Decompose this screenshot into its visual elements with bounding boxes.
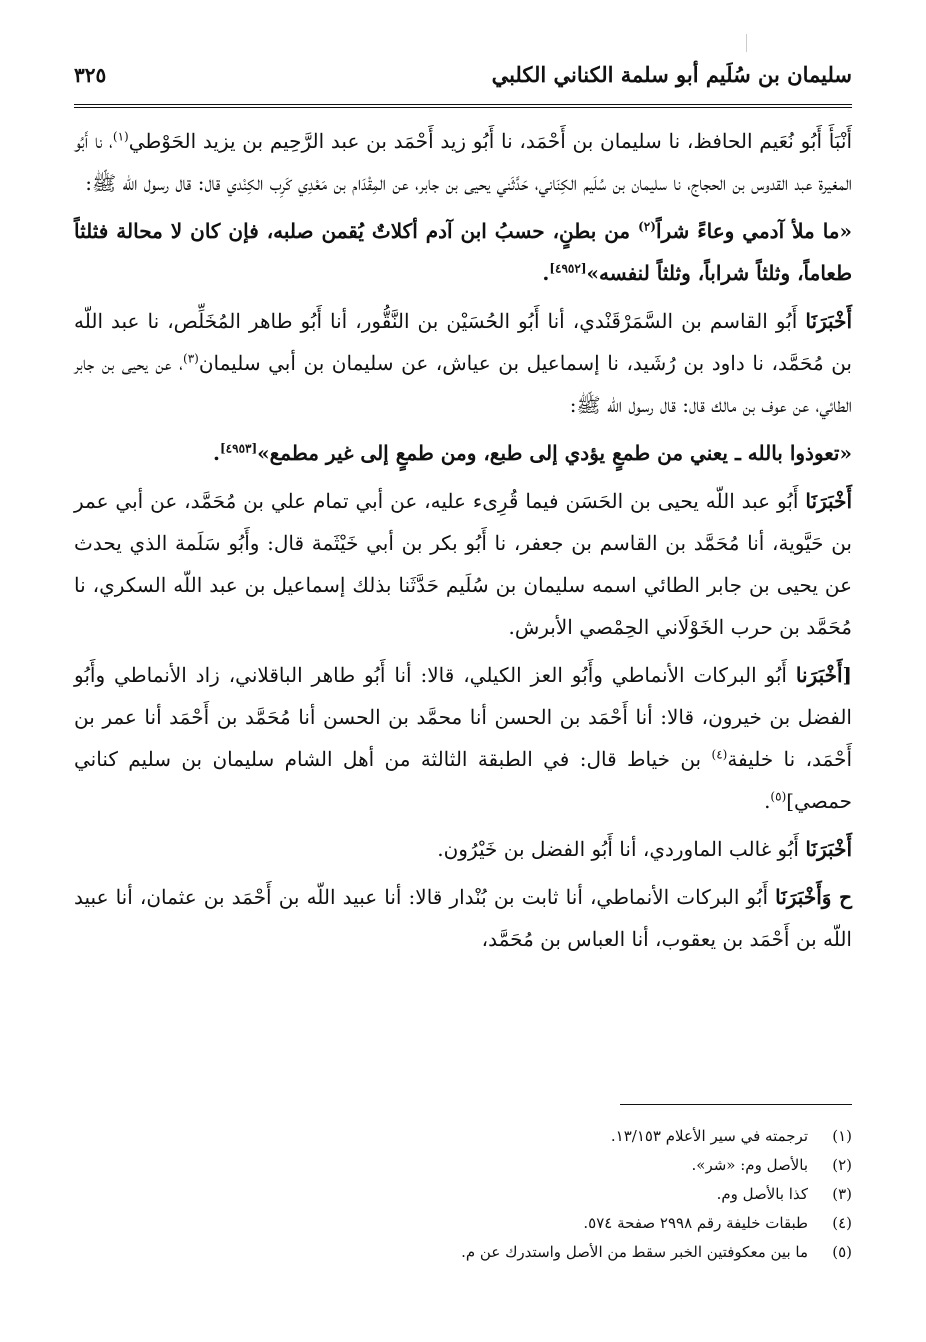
paragraph-text: بن خياط قال: في الطبقة الثالثة من أهل الشام سليمان بن سليم كناني حمصي] (74, 747, 852, 813)
footnote-text: كذا بالأصل وم. (716, 1185, 808, 1203)
paragraph-text: أَبُو عبد اللّه يحيى بن الحَسَن فيما قُرِىء عليه، عن أبي تمام علي بن مُحَمَّد، عن أبي عمر بن حَيَّوية، أنا مُحَمَّد بن القاسم بن جعفر، نا أَبُو بكر بن أبي خَيْثَمة قال: وأَبُو سَلَمة الذي يحدث عن يحيى بن جابر الطائي اسمه سليمان بن سُلَيم حَدَّثَنا بذلك إسماعيل بن عبد اللّه السكري، نا مُحَمَّد بن حرب الخَوْلَاني الحِمْصي الأبرش. (74, 489, 852, 639)
paragraph-text: أَبُو البركات الأنماطي وأَبُو العز الكيلي، قالا: أنا أَبُو طاهر الباقلاني، زاد الأنماطي وأَبُو الفضل بن خيرون، قالا: أنا أَحْمَد بن الحسن أنا محمَّد بن الحسن أنا مُحَمَّد بن أَحْمَد أنا عمر بن أَحْمَد، نا خليفة (74, 663, 853, 771)
footnote-3 (74, 1180, 852, 1209)
paragraph-6 (74, 654, 852, 822)
hadith-number: [٤٩٥٣] (219, 441, 258, 456)
lead-word: أَخْبَرَنَا (805, 837, 852, 861)
hadith-text: «تعوذوا بالله ـ يعني من طمعٍ يؤدي إلى طبع، ومن طمعٍ إلى غير مطمع» (257, 441, 852, 465)
paragraph-1 (74, 120, 852, 204)
footnotes (74, 1122, 852, 1267)
footnote-ref: (٥) (770, 789, 787, 804)
header-title: سليمان بن سُلَيم أبو سلمة الكناني الكلبي (491, 62, 852, 87)
body-text (74, 120, 852, 966)
paragraph-5 (74, 480, 852, 648)
paragraph-3 (74, 300, 852, 426)
paragraph-text: أَبُو القاسم بن السَّمَرْقَنْدي، أنا أَبُو الحُسَيْن بن النَّقُّور، أنا أَبُو طاهر المُخَلِّص، نا عبد اللّه بن مُحَمَّد، نا داود بن رُشَيد، نا إسماعيل بن عياش، عن سليمان بن أبي سليمان (74, 309, 852, 375)
page-number: ٣٢٥ (74, 63, 107, 87)
footnote-number: (٢) (832, 1156, 852, 1174)
lead-word: أَخْبَرَنَا (805, 309, 852, 333)
hadith-text: «ما ملأ آدمي وعاءً شراً (655, 219, 852, 243)
footnote-ref: (٤) (711, 747, 728, 762)
scan-mark (746, 34, 753, 52)
hadith-1: «ما ملأ آدمي وعاءً شراً$^{(٢)}$ من بطنٍ، حسبُ ابن آدم أكلاتٌ يُقمن صلبه، فإن كان لا محالة فثلثاً طعاماً، وثلثاً شراباً، وثلثاً لنفسه»[٤٩٥٢]. (74, 219, 852, 285)
footnote-number: (٣) (832, 1185, 852, 1203)
footnote-1 (74, 1122, 852, 1151)
paragraph-text: أَبُو البركات الأنماطي، أنا ثابت بن بُنْدار قالا: أنا عبيد اللّه بن أَحْمَد بن عثمان، أنا عبيد اللّه بن أَحْمَد بن يعقوب، أنا العباس بن مُحَمَّد، (74, 885, 852, 951)
paragraph-text: أَبُو غالب الماوردي، أنا أَبُو الفضل بن خَيْرُون. (437, 837, 806, 861)
footnote-number: (١) (832, 1127, 852, 1145)
footnote-ref: (٢) (638, 219, 656, 234)
paragraph-text: أَنْبَأَ أَبُو نُعَيم الحافظ، نا سليمان بن أَحْمَد، نا أَبُو زيد أَحْمَد بن عبد الرَّحِيم بن يزيد الحَوْطي (128, 129, 853, 153)
footnote-number: (٥) (832, 1243, 852, 1261)
footnote-text: ترجمته في سير الأعلام ١٣/١٥٣. (610, 1127, 808, 1145)
header-rule (74, 104, 852, 108)
paragraph-text: . (764, 789, 771, 813)
footnote-text: ما بين معكوفتين الخبر سقط من الأصل واستدرك عن م. (461, 1243, 808, 1261)
footnote-2 (74, 1151, 852, 1180)
footnote-ref: (١) (112, 129, 129, 144)
hadith-number: [٤٩٥٢] (549, 261, 587, 276)
paragraph-text: ، عن يحيى بن جابر الطائي، عن عوف بن مالك قال: قال رسول الله ﷺ: (74, 351, 852, 417)
footnote-text: بالأصل وم: «شر». (691, 1156, 808, 1174)
paragraph-text: ، نا أَبُو المغيرة عبد القدوس بن الحجاج، نا سليمان بن سُلَيم الكِنَاني، حَدَّثَني يحيى بن جابر، عن المِقْدَام بن مَعْدِي كَرِب الكِنْدي قال: قال رسول الله ﷺ: (74, 129, 852, 195)
paragraph-7 (74, 828, 852, 870)
footnote-5 (74, 1238, 852, 1267)
paragraph-8 (74, 876, 852, 960)
footnote-rule (620, 1104, 852, 1105)
footnote-text: طبقات خليفة رقم ٢٩٩٨ صفحة ٥٧٤. (583, 1214, 808, 1232)
footnote-number: (٤) (832, 1214, 852, 1232)
footnote-ref: (٣) (183, 351, 199, 366)
lead-word: أَخْبَرَنَا (805, 489, 852, 513)
footnote-4 (74, 1209, 852, 1238)
lead-word: [أَخْبَرَنا (795, 663, 852, 687)
hadith-text: من بطنٍ، حسبُ ابن آدم أكلاتٌ يُقمن صلبه، فإن كان لا محالة فثلثاً طعاماً، وثلثاً شراباً، وثلثاً لنفسه» (74, 219, 852, 285)
lead-word: ح وَأَخْبَرَنَا (775, 885, 853, 909)
hadith-2: «تعوذوا بالله ـ يعني من طمعٍ يؤدي إلى طبع، ومن طمعٍ إلى غير مطمع»[٤٩٥٣]. (213, 441, 852, 465)
running-header (74, 62, 852, 87)
